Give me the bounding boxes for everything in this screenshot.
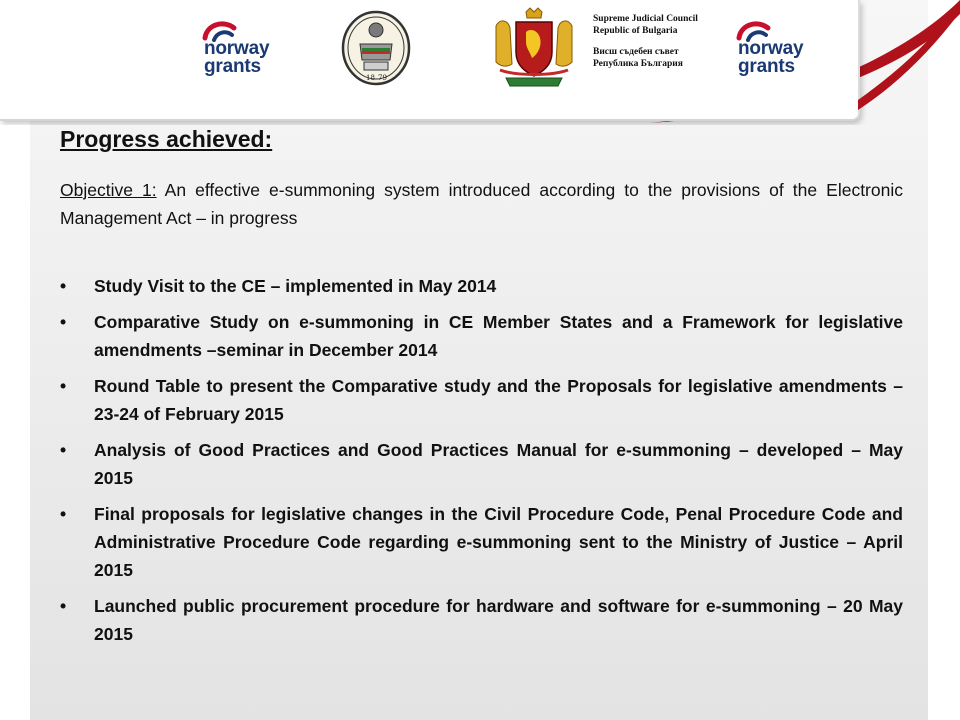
list-item xyxy=(60,592,903,648)
list-item-text: Round Table to present the Comparative study and the Proposals for legislative amendments – 23-24 of February 2015 xyxy=(94,376,903,424)
council-name-block xyxy=(593,14,723,70)
bullet-icon: • xyxy=(60,376,67,396)
bullet-icon: • xyxy=(60,276,67,296)
logo-line-2: grants xyxy=(204,56,261,77)
list-item-text: Analysis of Good Practices and Good Practices Manual for e-summoning – developed – May 2015 xyxy=(94,440,903,488)
council-name-bg: Висш съдебен съвет xyxy=(593,47,679,57)
supreme-court-seal xyxy=(340,10,412,86)
bulgaria-coat-of-arms xyxy=(486,6,582,92)
logo-line-2: grants xyxy=(738,56,795,77)
list-item xyxy=(60,436,903,492)
objective-label: Objective 1: xyxy=(60,180,157,200)
objective-paragraph xyxy=(60,176,903,232)
coat-of-arms-icon xyxy=(486,6,582,92)
logo-line-1: norway xyxy=(204,38,270,59)
list-item-text: Study Visit to the CE – implemented in May 2014 xyxy=(94,276,497,296)
seal-year-right: 79 xyxy=(378,74,387,82)
list-item xyxy=(60,500,903,584)
progress-list xyxy=(60,272,903,656)
bullet-icon: • xyxy=(60,312,67,332)
norway-grants-logo-left xyxy=(196,14,286,84)
list-item-text: Launched public procurement procedure for hardware and software for e-summoning – 20 May 2015 xyxy=(94,596,903,644)
list-item-text: Final proposals for legislative changes in the Civil Procedure Code, Penal Procedure Code and Administrative Procedure Code regarding e-summoning sent to the Ministry of Justice – April 2015 xyxy=(94,504,903,580)
logo-line-1: norway xyxy=(738,38,804,59)
bullet-icon: • xyxy=(60,596,67,616)
list-item xyxy=(60,372,903,428)
slide-header xyxy=(0,0,960,125)
seal-emblem-icon xyxy=(340,10,412,86)
council-country-en: Republic of Bulgaria xyxy=(593,25,678,36)
council-country-bg: Република България xyxy=(593,58,683,69)
list-item-text: Comparative Study on e-summoning in CE Member States and a Framework for legislative amendments –seminar in December 2014 xyxy=(94,312,903,360)
council-name-en: Supreme Judicial Council xyxy=(593,14,698,24)
objective-text: An effective e-summoning system introduced according to the provisions of the Electronic Management Act – in progress xyxy=(60,180,903,228)
norway-grants-logo-right xyxy=(730,14,820,84)
bullet-icon: • xyxy=(60,504,67,524)
list-item xyxy=(60,308,903,364)
bullet-icon: • xyxy=(60,440,67,460)
slide-title: Progress achieved: xyxy=(60,126,273,152)
seal-year-left: 18 xyxy=(366,74,375,82)
list-item xyxy=(60,272,903,300)
